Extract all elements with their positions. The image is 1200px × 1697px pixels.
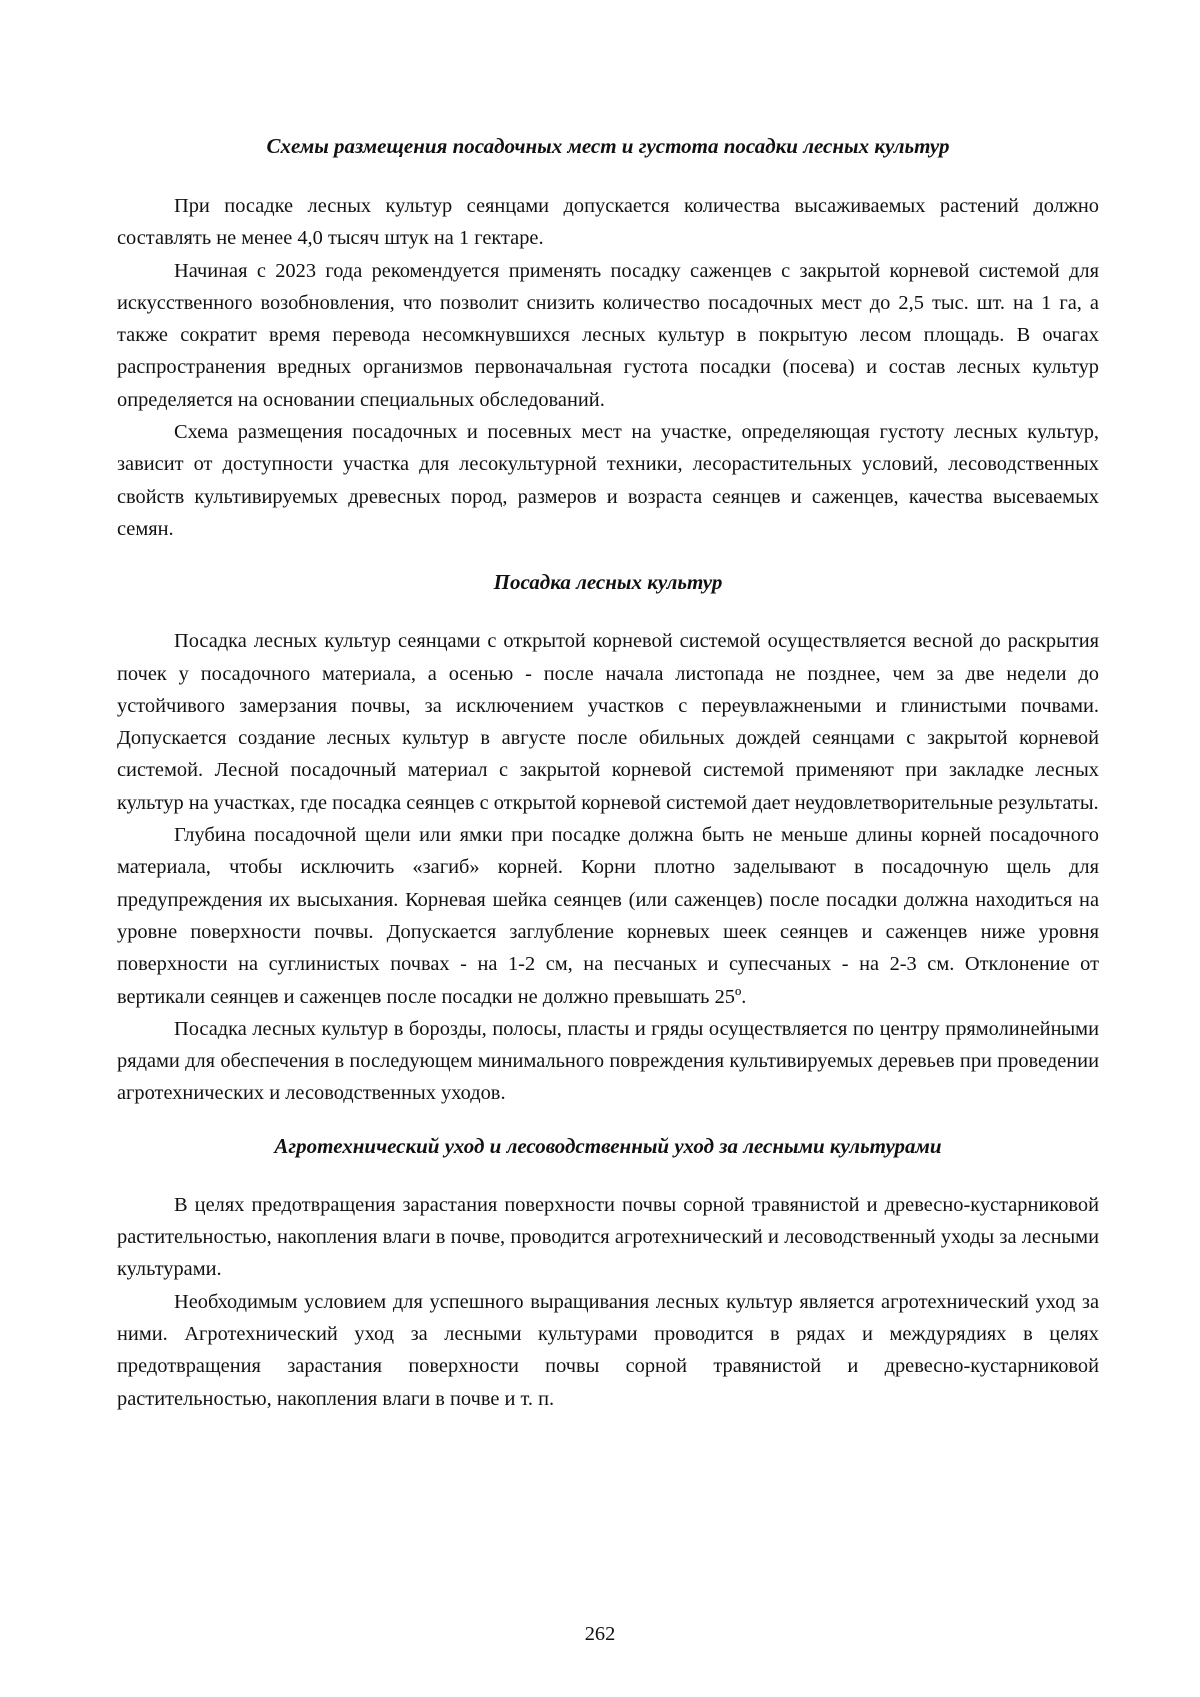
paragraph-care-purpose: В целях предотвращения зарастания поверхности почвы сорной травянистой и древесно-кустарниковой растительностью, накопления влаги в почве, проводится агротехнический и лесоводственный уходы за лесными культурами. (117, 1193, 1099, 1281)
page-number: 262 (584, 1623, 616, 1645)
paragraph-care-conditions: Необходимым условием для успешного выращивания лесных культур является агротехнический уход за ними. Агротехнический уход за лесными культурами проводится в рядах и междурядиях в целях предотвращения зарастания поверхности почвы сорной травянистой и древесно-кустарниковой растительностью, накопления влаги в почве и т. п. (117, 1290, 1099, 1410)
document-page (117, 130, 1099, 1415)
paragraph-planting-density: При посадке лесных культур сеянцами допускается количества высаживаемых растений должно составлять не менее 4,0 тысяч штук на 1 гектаре. (117, 195, 1099, 250)
paragraph-planting-depth: Глубина посадочной щели или ямки при посадке должна быть не меньше длины корней посадочного материала, чтобы исключить «загиб» корней. Корни плотно заделывают в посадочную щель для предупреждения их высыхания. Корневая шейка сеянцев (или саженцев) после посадки должна находиться на уровне поверхности почвы. Допускается заглубление корневых шеек сеянцев и саженцев ниже уровня поверхности на суглинистых почвах - на 1-2 см, на песчаных и супесчаных - на 2-3 см. Отклонение от вертикали сеянцев и саженцев после посадки не должно превышать 25º. (117, 824, 1099, 1008)
paragraph-closed-root-recommendation: Начиная с 2023 года рекомендуется применять посадку саженцев с закрытой корневой системой для искусственного возобновления, что позволит снизить количество посадочных мест до 2,5 тыс. шт. на 1 га, а также сократит время перевода несомкнувшихся лесных культур в покрытую лесом площадь. В очагах распространения вредных организмов первоначальная густота посадки (посева) и состав лесных культур определяется на основании специальных обследований. (117, 259, 1099, 411)
section-heading-planting-schemes: Схемы размещения посадочных мест и густота посадки лесных культур (266, 134, 950, 158)
section-heading-care: Агротехнический уход и лесоводственный уход за лесными культурами (274, 1133, 942, 1158)
paragraph-placement-scheme: Схема размещения посадочных и посевных мест на участке, определяющая густоту лесных культур, зависит от доступности участка для лесокультурной техники, лесорастительных условий, лесоводственных свойств культивируемых древесных пород, размеров и возраста сеянцев и саженцев, качества высеваемых семян. (117, 421, 1099, 540)
paragraph-planting-rows: Посадка лесных культур в борозды, полосы, пласты и гряды осуществляется по центру прямолинейными рядами для обеспечения в последующем минимального повреждения культивируемых деревьев при проведении агротехнических и лесоводственных уходов. (117, 1017, 1099, 1105)
section-heading-planting: Посадка лесных культур (493, 570, 723, 595)
paragraph-planting-timing: Посадка лесных культур сеянцами с открытой корневой системой осуществляется весной до раскрытия почек у посадочного материала, а осенью - после начала листопада не позднее, чем за две недели до устойчивого замерзания почвы, за исключением участков с переувлажнеными и глинистыми почвами. Допускается создание лесных культур в августе после обильных дождей сеянцами с закрытой корневой системой. Лесной посадочный материал с закрытой корневой системой применяют при закладке лесных культур на участках, где посадка сеянцев с открытой корневой системой дает неудовлетворительные результаты. (117, 630, 1099, 814)
